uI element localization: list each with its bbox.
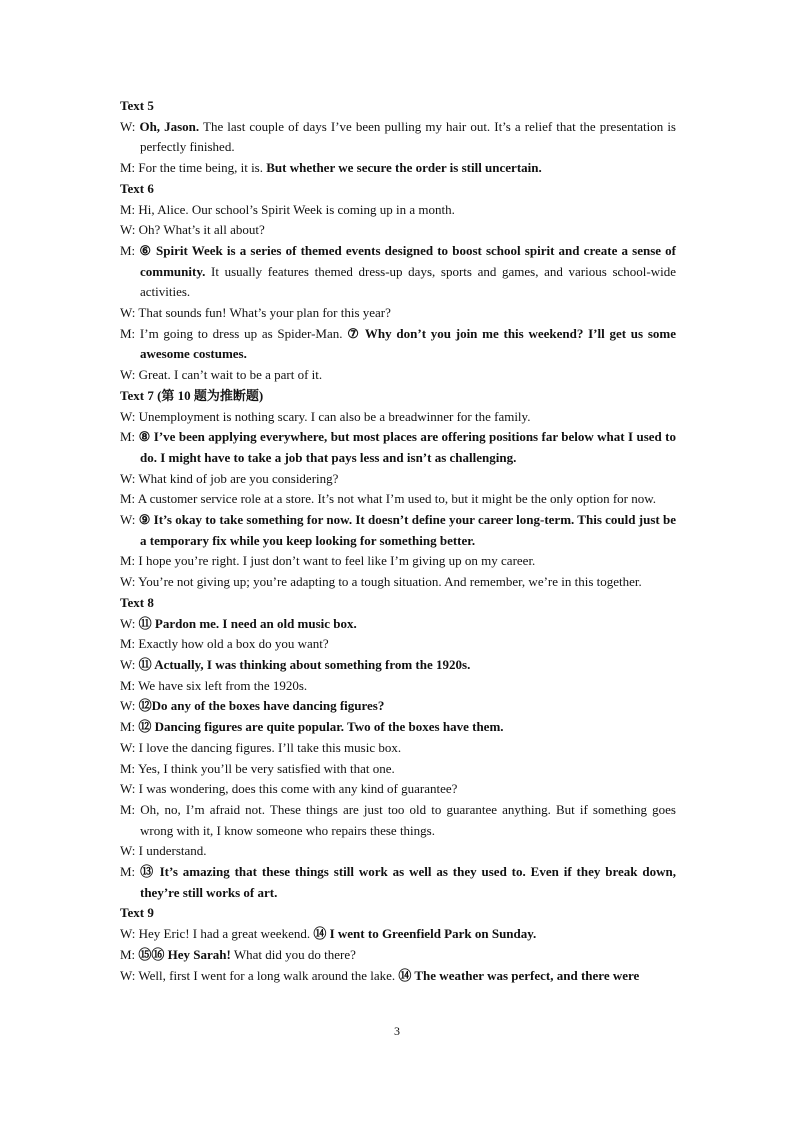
dialogue-text: W: I was wondering, does this come with any kind of guarantee? [120,781,458,797]
dialogue-line [120,779,676,800]
highlighted-text: ⑦ Why don’t you join me this weekend? I’ll get us some awesome costumes. [140,325,676,362]
dialogue-line [120,158,676,179]
dialogue-line [120,966,676,987]
dialogue-text: W: [120,118,140,134]
dialogue-line [120,572,676,593]
dialogue-line [120,489,676,510]
dialogue-text: M: [120,719,139,735]
dialogue-text: W: You’re not giving up; you’re adapting to a tough situation. And remember, we’re in this together. [120,574,642,590]
highlighted-text: ⑪ Pardon me. I need an old music box. [138,615,357,631]
dialogue-line [120,924,676,945]
dialogue-text: M: We have six left from the 1920s. [120,677,308,693]
dialogue-text: W: [120,615,139,631]
section-heading: Text 8 [120,594,154,610]
highlighted-text: But whether we secure the order is still uncertain. [266,160,542,176]
dialogue-text: W: [120,656,139,672]
dialogue-text: M: Oh, no, I’m afraid not. These things are just too old to guarantee anything. But if something goes wrong with it, I know someone who repairs these things. [120,801,676,838]
dialogue-text: What did you do there? [230,946,356,962]
dialogue-line [120,551,676,572]
dialogue-text: W: Great. I can’t wait to be a part of it. [120,367,323,383]
dialogue-line [120,241,676,303]
highlighted-text: Oh, Jason. [139,118,200,134]
section-heading: Text 6 [120,180,154,196]
dialogue-text: W: That sounds fun! What’s your plan for this year? [120,305,391,321]
dialogue-text: W: Hey Eric! I had a great weekend. [120,926,314,942]
highlighted-text: ⑫ Dancing figures are quite popular. Two of the boxes have them. [138,719,504,735]
highlighted-text: ⑮⑯ Hey Sarah! [138,946,231,962]
highlighted-text: ⑫Do any of the boxes have dancing figures? [138,698,385,714]
dialogue-line [120,738,676,759]
dialogue-text: It usually features themed dress-up days, sports and games, and various school-wide activities. [140,263,676,300]
dialogue-line [120,655,676,676]
highlighted-text: ⑭ The weather was perfect, and there were [398,967,640,983]
dialogue-text: M: I’m going to dress up as Spider-Man. [120,325,348,341]
dialogue-line [120,800,676,841]
dialogue-line [120,117,676,158]
dialogue-text: M: [120,242,140,258]
dialogue-text: M: Exactly how old a box do you want? [120,636,329,652]
dialogue-text: M: A customer service role at a store. It’s not what I’m used to, but it might be the only option for now. [120,491,657,507]
dialogue-line [120,427,676,468]
dialogue-text: M: Yes, I think you’ll be very satisfied with that one. [120,760,395,776]
dialogue-text: W: I understand. [120,843,207,859]
dialogue-text: M: I hope you’re right. I just don’t want to feel like I’m giving up on my career. [120,553,536,569]
page-number: 3 [394,1024,400,1038]
dialogue-text: W: [120,698,139,714]
dialogue-line [120,510,676,551]
dialogue-line [120,945,676,966]
dialogue-text: The last couple of days I’ve been pulling my hair out. It’s a relief that the presentation is perfectly finished. [140,118,676,155]
dialogue-text: W: I love the dancing figures. I’ll take this music box. [120,739,402,755]
dialogue-line [120,759,676,780]
highlighted-text: ⑬ It’s amazing that these things still work as well as they used to. Even if they break down, they’re still works of art. [140,864,676,900]
highlighted-text: ⑥ Spirit Week is a series of themed events designed to boost school spirit and create a sense of community. [139,242,677,279]
dialogue-line [120,324,676,365]
section-heading: Text 9 [120,905,154,921]
highlighted-text: ⑪ Actually, I was thinking about something from the 1920s. [138,656,471,672]
dialogue-line [120,696,676,717]
dialogue-text: W: [120,512,139,528]
dialogue-line [120,200,676,221]
section-heading: Text 5 [120,98,154,113]
dialogue-text: M: Hi, Alice. Our school’s Spirit Week is coming up in a month. [120,201,455,217]
dialogue-text: W: What kind of job are you considering? [120,470,339,486]
dialogue-text: W: Unemployment is nothing scary. I can also be a breadwinner for the family. [120,408,531,424]
dialogue-line [120,365,676,386]
dialogue-text: M: [120,864,141,880]
highlighted-text: ⑨ It’s okay to take something for now. It doesn’t define your career long-term. This could just be a temporary fix while you keep looking for something better. [138,512,677,548]
dialogue-line [120,634,676,655]
dialogue-text: W: Well, first I went for a long walk around the lake. [120,967,399,983]
dialogue-line [120,676,676,697]
dialogue-line [120,303,676,324]
dialogue-line [120,717,676,738]
section-heading: Text 7 (第 10 题为推断题) [120,387,264,403]
dialogue-line [120,614,676,635]
highlighted-text: ⑧ I’ve been applying everywhere, but most places are offering positions far below what I used to do. I might have to take a job that pays less and isn’t as challenging. [138,429,676,465]
dialogue-line [120,407,676,428]
dialogue-text: M: [120,946,139,962]
highlighted-text: ⑭ I went to Greenfield Park on Sunday. [313,926,537,942]
dialogue-line [120,220,676,241]
dialogue-text: W: Oh? What’s it all about? [120,222,265,238]
transcript-body [120,96,676,986]
dialogue-text: M: [120,429,139,445]
dialogue-line [120,841,676,862]
dialogue-line [120,862,676,903]
dialogue-line [120,469,676,490]
dialogue-text: M: For the time being, it is. [120,160,267,176]
